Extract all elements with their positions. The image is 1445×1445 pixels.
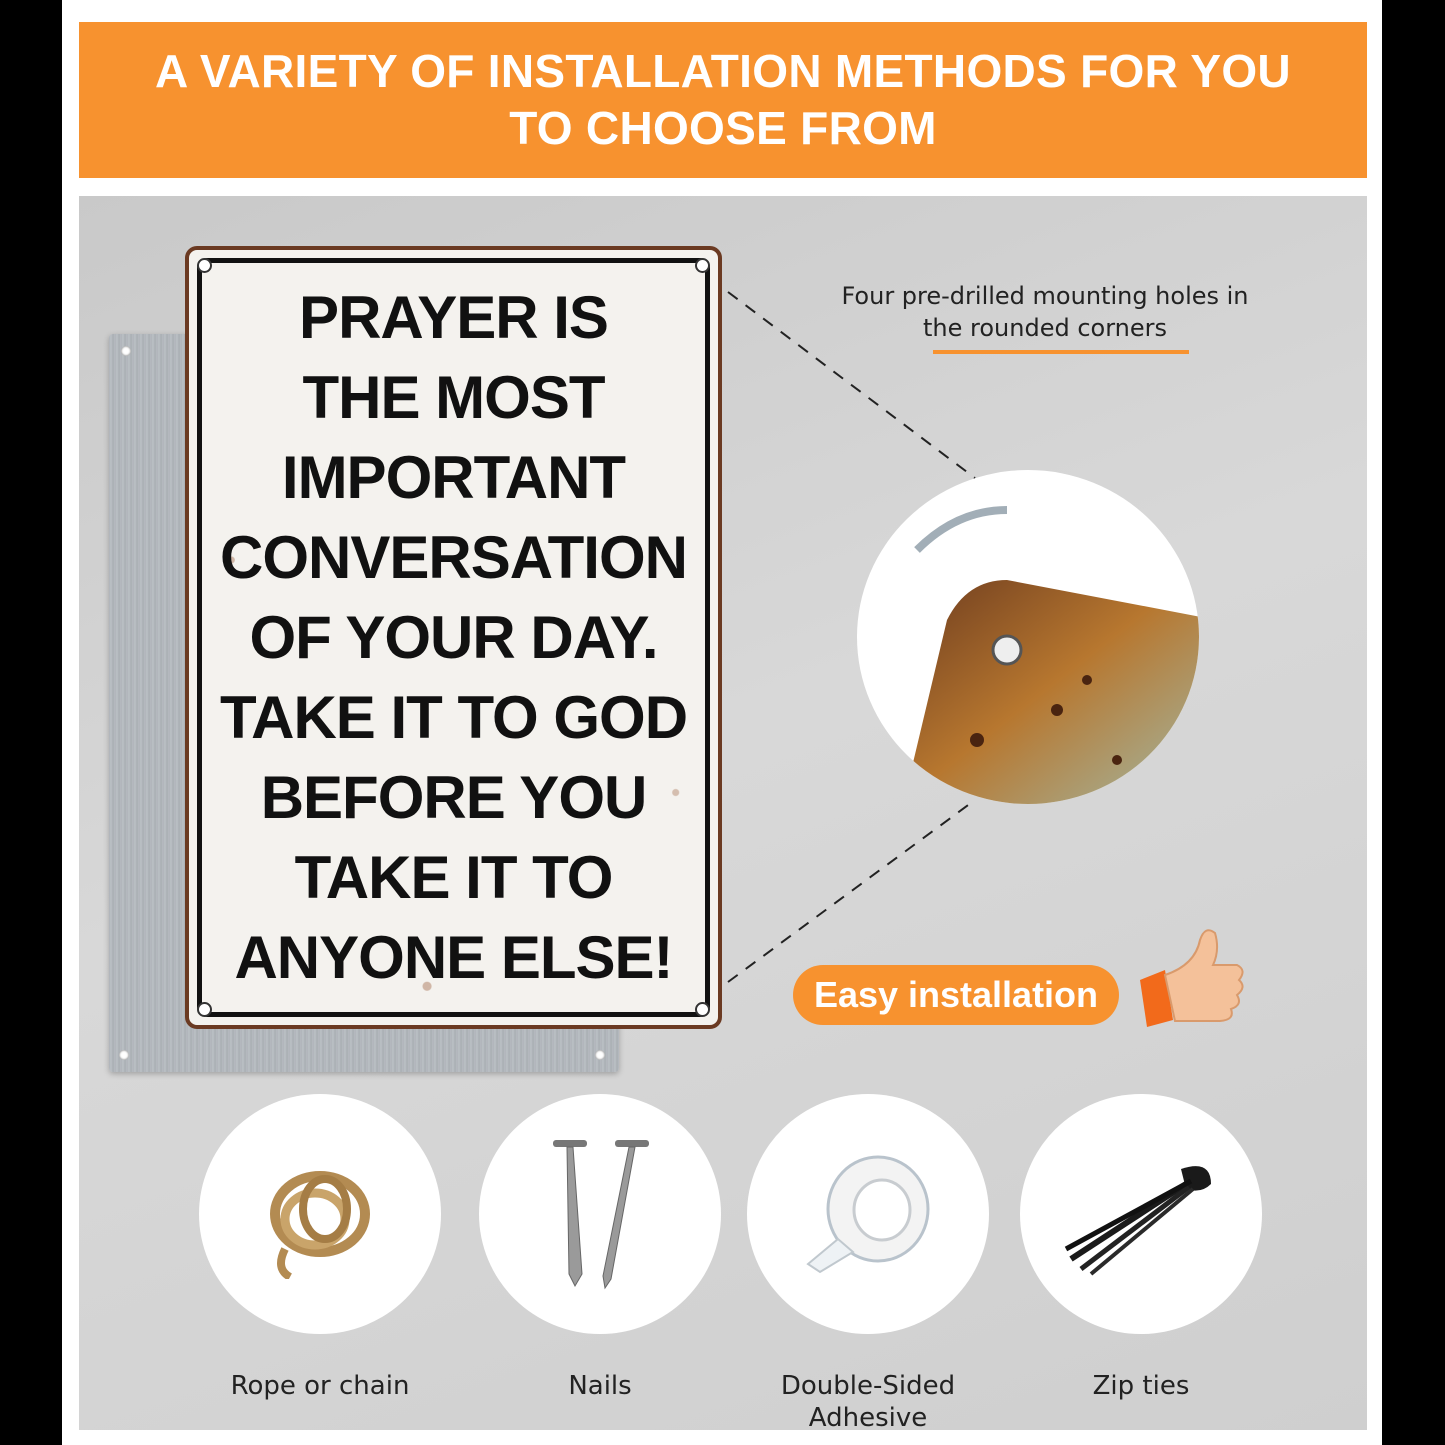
method-rope [199, 1094, 441, 1402]
sign-line: PRAYER IS [299, 284, 608, 351]
thumbs-up-icon [1135, 925, 1250, 1030]
mounting-holes-callout: Four pre-drilled mounting holes in the rounded corners [841, 282, 1249, 342]
sign-line: THE MOST [302, 364, 605, 431]
rope-icon [255, 1149, 385, 1279]
method-icon-circle [199, 1094, 441, 1334]
sign-line: OF YOUR DAY. [249, 604, 658, 671]
sign-line: TAKE IT TO [294, 844, 613, 911]
banner-title: A VARIETY OF INSTALLATION METHODS FOR YOU TO CHOOSE FROM [155, 45, 1291, 154]
sign-line: BEFORE YOU [260, 764, 647, 831]
method-label: Double-Sided Adhesive [780, 1371, 956, 1433]
method-label: Zip ties [1092, 1371, 1190, 1401]
method-icon-circle [747, 1094, 989, 1334]
callout-underline [933, 350, 1189, 354]
method-zip-ties [1020, 1094, 1262, 1402]
method-label: Nails [568, 1371, 632, 1401]
nails-icon [535, 1134, 665, 1294]
tape-icon [798, 1144, 938, 1284]
method-icon-circle [1020, 1094, 1262, 1334]
easy-installation-badge: Easy installation [793, 965, 1119, 1025]
sign-line: ANYONE ELSE! [234, 924, 673, 991]
method-label: Rope or chain [230, 1371, 410, 1401]
method-adhesive [747, 1094, 989, 1434]
sign-line: IMPORTANT [281, 444, 626, 511]
sign-line: TAKE IT TO GOD [219, 684, 688, 751]
method-icon-circle [479, 1094, 721, 1334]
corner-zoom-image [857, 470, 1199, 804]
sign-line: CONVERSATION [220, 524, 687, 591]
method-nails [479, 1094, 721, 1402]
zip-ties-icon [1061, 1149, 1221, 1279]
